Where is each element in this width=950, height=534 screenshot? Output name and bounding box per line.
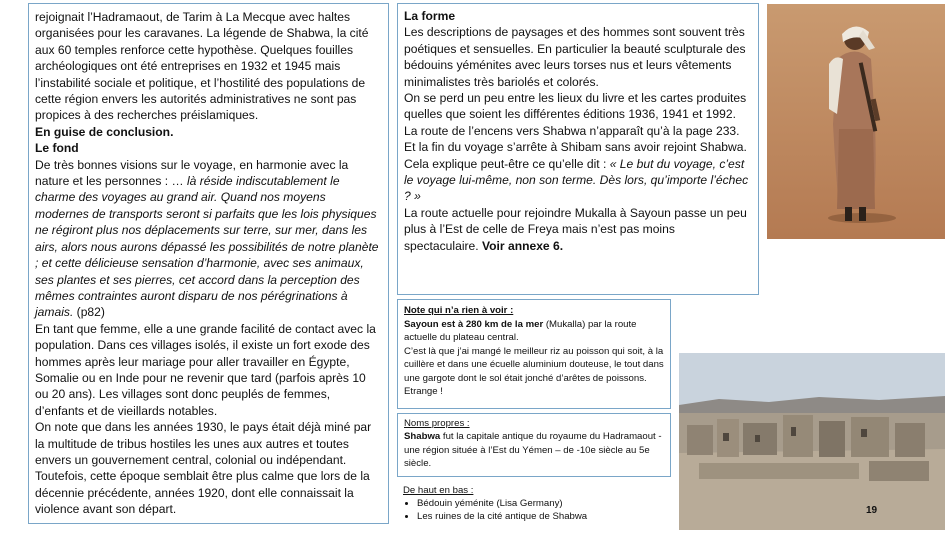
fond-heading: Le fond bbox=[35, 141, 79, 156]
proper-names-entry bbox=[404, 430, 664, 470]
proper-names-heading: Noms propres : bbox=[404, 418, 470, 429]
proper-name-term: Shabwa bbox=[404, 431, 441, 443]
quote-intro: Cela explique peut-être ce qu’elle dit : bbox=[404, 156, 610, 171]
credits-heading: De haut en bas : bbox=[403, 485, 474, 496]
right-text-column bbox=[397, 3, 759, 295]
bedouin-illustration bbox=[767, 4, 945, 239]
forme-paragraph-3: La route de l’encens vers Shabwa n’apparaît qu’à la page 233. Et la fin du voyage s’arrête à Shibam sans avoir rejoint Shabwa. bbox=[404, 123, 747, 155]
credit-item: • Bédouin yéménite (Lisa Germany) bbox=[417, 497, 673, 510]
note-line-1 bbox=[404, 318, 664, 345]
contact-paragraph: En tant que femme, elle a une grande facilité de contact avec la population. Dans ces villages isolés, il existe un fort exode des hommes après leur mariage pour aller travailler en Égypte, Somalie ou en Inde pour ne revenir que tard (parfois après 10 ou 20 ans). Les villages sont donc peuplés de femmes, d’enfants et de vieillards notables. bbox=[35, 321, 376, 418]
forme-paragraph-2: On se perd un peu entre les lieux du livre et les cartes produites quelles que soient les différentes éditions 1936, 1941 et 1992. bbox=[404, 91, 747, 122]
note-heading: Note qui n’a rien à voir : bbox=[404, 305, 514, 316]
proper-names-box bbox=[397, 413, 671, 477]
forme-paragraph-4 bbox=[404, 156, 752, 205]
proper-name-definition: fut la capitale antique du royaume du Hadramaout - une région située à l’Est du Yémen – de -10e siècle au 5e siècle. bbox=[404, 431, 662, 470]
credits-list bbox=[403, 497, 673, 523]
note-highlight: Sayoun est à 280 km de la mer bbox=[404, 318, 544, 330]
quote-reference: (p82) bbox=[73, 305, 105, 320]
fond-intro: De très bonnes visions sur le voyage, en harmonie avec la nature et les personnes : … bbox=[35, 157, 349, 189]
voyage-quote: « Le but du voyage, c’est le voyage lui-même, non son terme. Dès lors, qu’importe l’échec ? » bbox=[404, 156, 749, 204]
note-box bbox=[397, 299, 671, 409]
page-number: 19 bbox=[866, 505, 878, 516]
intro-paragraph: rejoignait l’Hadramaout, de Tarim à La Mecque avec haltes organisées pour les caravanes. La légende de Shabwa, la cité aux 60 temples renforce cette hypothèse. Quelques fouilles archéologiques ont été entreprises en 1932 et 1945 mais l’instabilité sociale et politique, et l’hostilité des populations de cette région envers les autorités administratives ne sont pas propices à des recherches préislamiques. bbox=[35, 10, 369, 123]
shabwa-ruins-photo bbox=[679, 353, 945, 530]
photo-credits bbox=[403, 484, 673, 524]
forme-paragraph-1: Les descriptions de paysages et des hommes sont souvent très poétiques et sensuelles. En particulier la beauté sculpturale des bédouins yéménites avec leurs torses nus et leurs vêtements minimalistes très bariolés et colorés. bbox=[404, 25, 746, 89]
credit-item: • Les ruines de la cité antique de Shabwa bbox=[417, 510, 673, 523]
annex-link[interactable]: Voir annexe 6. bbox=[478, 238, 564, 253]
forme-heading: La forme bbox=[404, 9, 456, 23]
route-text: La route actuelle pour rejoindre Mukalla à Sayoun passe un peu plus à l’Est de celle de Freya mais n’est pas moins spectaculaire. bbox=[404, 205, 747, 253]
bedouin-photo bbox=[767, 4, 945, 239]
note-line-2: C’est là que j’ai mangé le meilleur riz au poisson qui soit, à la cuillère et dans une écuelle aluminium douteuse, le tout dans une gargote dont le sol était jonché d’arêtes de poissons. Etrange ! bbox=[404, 345, 664, 397]
note-line-1-rest: (Mukalla) par la route actuelle du plateau central. bbox=[404, 318, 637, 343]
forme-paragraph-5 bbox=[404, 205, 752, 254]
ruins-illustration bbox=[679, 353, 945, 530]
book-quote: là réside indiscutablement le charme des voyages au grand air. Quand nos moyens modernes de transports seront si parfaits que les lois physiques ne régiront plus nos déplacements sur terre, sur mer, dans les airs, alors nous aurons dépassé les possibilités de notre planète ; et cette délicieuse sensation d’harmonie, avec ses animaux, ses plantes et ses pierres, cet accord dans la perception des mêmes contraintes auront disparu de nos pérégrinations à jamais. bbox=[35, 174, 379, 320]
conclusion-heading: En guise de conclusion. bbox=[35, 124, 174, 139]
left-text-column bbox=[28, 3, 389, 524]
fond-paragraph bbox=[35, 157, 382, 321]
history-paragraph: On note que dans les années 1930, le pays était déjà miné par la multitude de tribus hostiles les unes aux autres et toutes envers un gouvernement central, colonial ou indépendant. Toutefois, cette époque semblait être plus calme que lors de la décennie précédente, années 1920, dont elle connaissait la violence avant son départ. bbox=[35, 420, 372, 517]
